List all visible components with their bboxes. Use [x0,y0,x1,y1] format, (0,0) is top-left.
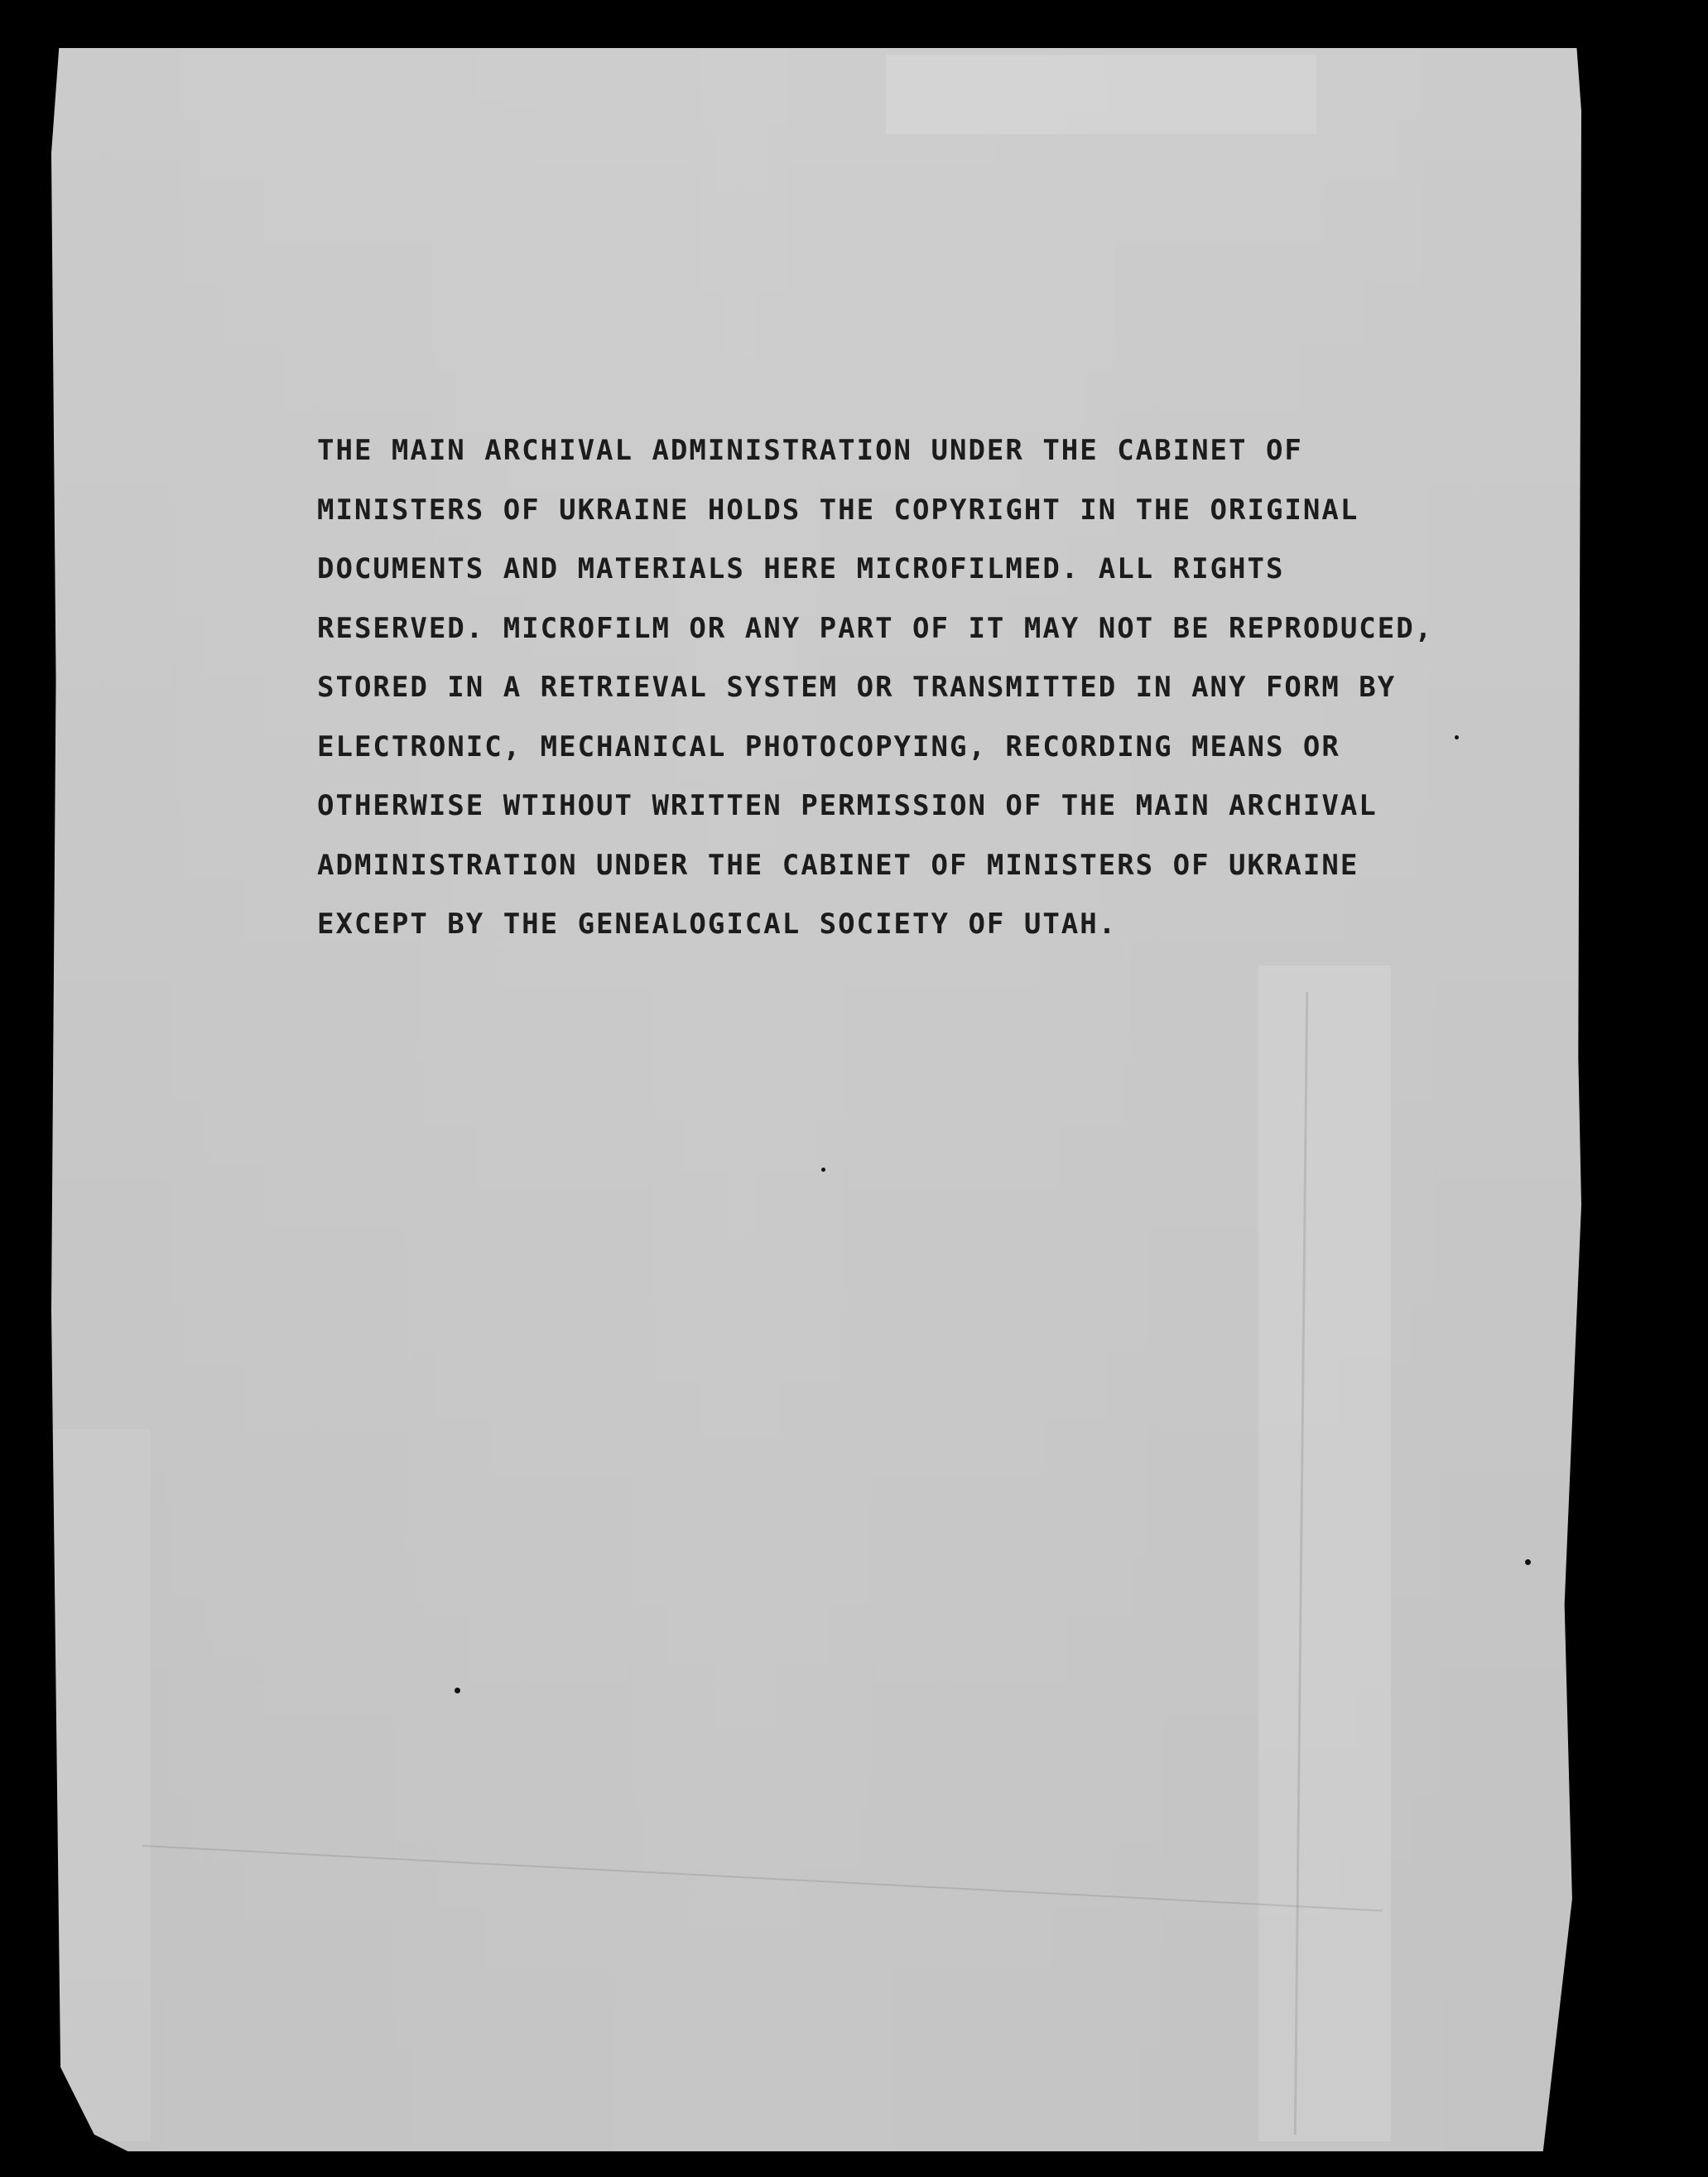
notice-line: MINISTERS OF UKRAINE HOLDS THE COPYRIGHT IN THE ORIGINAL [317,493,1359,527]
film-highlight-left [51,1429,151,2141]
notice-line: DOCUMENTS AND MATERIALS HERE MICROFILMED. ALL RIGHTS [317,552,1285,585]
dust-speck [1525,1559,1531,1565]
notice-line: EXCEPT BY THE GENEALOGICAL SOCIETY OF UTAH. [317,908,1118,941]
notice-line: THE MAIN ARCHIVAL ADMINISTRATION UNDER THE CABINET OF [317,434,1303,467]
dust-speck [455,1688,460,1693]
notice-line: RESERVED. MICROFILM OR ANY PART OF IT MAY NOT BE REPRODUCED, [317,611,1434,645]
paper-sheet [51,48,1581,2151]
notice-line: STORED IN A RETRIEVAL SYSTEM OR TRANSMITTED IN ANY FORM BY [317,671,1397,704]
notice-line: OTHERWISE WTIHOUT WRITTEN PERMISSION OF THE MAIN ARCHIVAL [317,789,1378,822]
notice-line: ELECTRONIC, MECHANICAL PHOTOCOPYING, RECORDING MEANS OR [317,730,1340,763]
film-highlight-right [1258,966,1391,2141]
notice-line: ADMINISTRATION UNDER THE CABINET OF MINISTERS OF UKRAINE [317,848,1359,882]
dust-speck [821,1168,825,1172]
paper-crease-horizontal [142,1845,1383,1912]
dust-speck [1455,735,1459,739]
copyright-notice [317,427,1433,961]
film-highlight-top [886,55,1316,134]
